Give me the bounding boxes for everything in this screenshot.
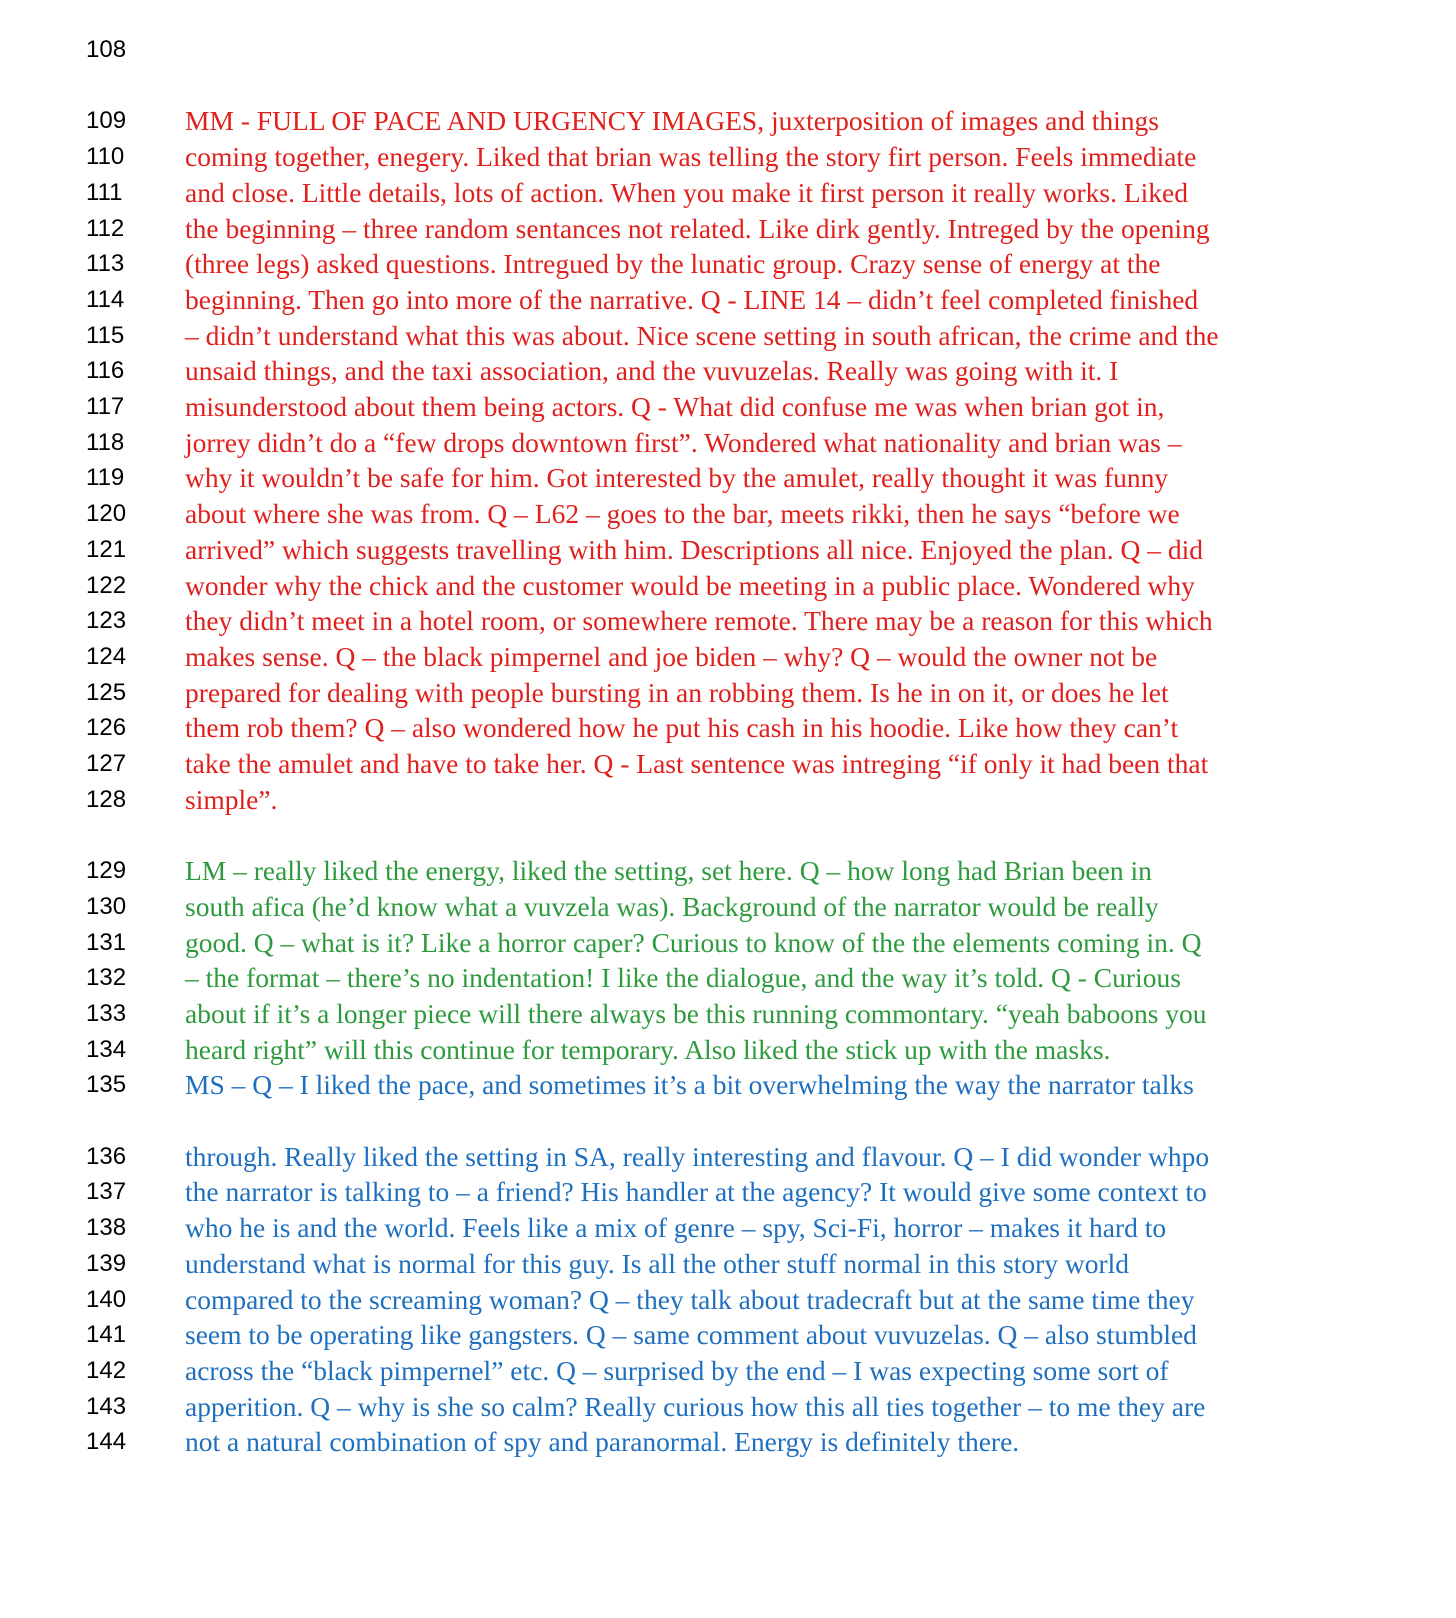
document-line xyxy=(0,532,1456,568)
document-line xyxy=(0,139,1456,175)
line-text-mm: unsaid things, and the taxi association, and the vuvuzelas. Really was going with it. I xyxy=(185,355,1119,387)
line-number: 119 xyxy=(86,464,125,492)
line-text-mm: simple”. xyxy=(185,783,278,815)
line-text-mm: about where she was from. Q – L62 – goes to the bar, meets rikki, then he says “before we xyxy=(185,498,1180,530)
line-number: 128 xyxy=(86,785,127,813)
line-text-mm: – didn’t understand what this was about. Nice scene setting in south african, the crime and the xyxy=(185,319,1219,351)
line-text-ms: seem to be operating like gangsters. Q – same comment about vuvuzelas. Q – also stumbled xyxy=(185,1319,1197,1351)
document-line xyxy=(0,710,1456,746)
line-text-mm: beginning. Then go into more of the narrative. Q - LINE 14 – didn’t feel completed finished xyxy=(185,283,1199,315)
line-text-mm: MM - FULL OF PACE AND URGENCY IMAGES, juxterposition of images and things xyxy=(185,105,1159,137)
line-text-mm: arrived” which suggests travelling with him. Descriptions all nice. Enjoyed the plan. Q – did xyxy=(185,533,1204,565)
line-number: 112 xyxy=(86,214,125,242)
line-text-ms: understand what is normal for this guy. Is all the other stuff normal in this story world xyxy=(185,1247,1130,1279)
document-line xyxy=(0,1210,1456,1246)
document-line xyxy=(0,1032,1456,1068)
line-number: 130 xyxy=(86,892,127,920)
line-number: 114 xyxy=(86,285,125,313)
line-text-lm: south afica (he’d know what a vuvzela was). Background of the narrator would be really xyxy=(185,890,1159,922)
line-number: 110 xyxy=(86,143,125,171)
line-number: 113 xyxy=(86,250,125,278)
document-line xyxy=(0,389,1456,425)
document-line xyxy=(0,675,1456,711)
line-number: 141 xyxy=(86,1321,127,1349)
document-line xyxy=(0,175,1456,211)
line-number: 127 xyxy=(86,750,127,777)
line-text-mm: they didn’t meet in a hotel room, or somewhere remote. There may be a reason for this which xyxy=(185,605,1213,637)
line-number: 108 xyxy=(86,36,127,63)
line-text-mm: the beginning – three random sentances not related. Like dirk gently. Intreged by the opening xyxy=(185,212,1210,244)
document-line xyxy=(0,1246,1456,1282)
line-text-mm: misunderstood about them being actors. Q - What did confuse me was when brian got in, xyxy=(185,391,1165,422)
document-line xyxy=(0,960,1456,996)
line-number: 133 xyxy=(86,999,127,1027)
document-line xyxy=(0,103,1456,139)
line-text-mm: jorrey didn’t do a “few drops downtown first”. Wondered what nationality and brian was – xyxy=(185,426,1182,458)
document-line xyxy=(0,246,1456,282)
line-number: 116 xyxy=(86,357,125,385)
line-text-lm: heard right” will this continue for temporary. Also liked the stick up with the masks. xyxy=(185,1033,1111,1065)
line-number: 138 xyxy=(86,1214,127,1242)
line-number: 124 xyxy=(86,642,127,670)
line-text-mm: coming together, enegery. Liked that brian was telling the story firt person. Feels immediate xyxy=(185,141,1197,173)
line-text-mm: (three legs) asked questions. Intregued by the lunatic group. Crazy sense of energy at the xyxy=(185,248,1161,280)
line-number: 120 xyxy=(86,500,127,528)
document-line xyxy=(0,603,1456,639)
line-number: 115 xyxy=(86,321,125,349)
line-number: 121 xyxy=(86,535,127,563)
line-text-ms: compared to the screaming woman? Q – they talk about tradecraft but at the same time they xyxy=(185,1283,1195,1315)
document-line xyxy=(0,425,1456,461)
line-text-lm: about if it’s a longer piece will there always be this running commontary. “yeah baboons you xyxy=(185,997,1207,1029)
line-text-ms: the narrator is talking to – a friend? His handler at the agency? It would give some context to xyxy=(185,1176,1207,1208)
document-line xyxy=(0,282,1456,318)
line-number: 131 xyxy=(86,928,127,956)
document-line xyxy=(0,460,1456,496)
line-text-ms: who he is and the world. Feels like a mix of genre – spy, Sci-Fi, horror – makes it hard to xyxy=(185,1212,1167,1244)
line-text-mm: and close. Little details, lots of action. When you make it first person it really works. Liked xyxy=(185,176,1188,208)
document-line xyxy=(0,568,1456,604)
document-line xyxy=(0,1174,1456,1210)
line-text-mm: why it wouldn’t be safe for him. Got interested by the amulet, really thought it was funny xyxy=(185,462,1169,494)
document-line xyxy=(0,889,1456,925)
line-number: 118 xyxy=(86,428,125,456)
document-line xyxy=(0,1317,1456,1353)
document-line xyxy=(0,353,1456,389)
line-text-mm: them rob them? Q – also wondered how he put his cash in his hoodie. Like how they can’t xyxy=(185,712,1179,744)
document-line xyxy=(0,639,1456,675)
document-line xyxy=(0,746,1456,782)
line-number: 139 xyxy=(86,1249,127,1277)
document-line xyxy=(0,318,1456,354)
document-line xyxy=(0,1353,1456,1389)
line-number: 126 xyxy=(86,714,127,742)
line-text-ms: MS – Q – I liked the pace, and sometimes it’s a bit overwhelming the way the narrator talks xyxy=(185,1069,1194,1101)
document-line xyxy=(0,925,1456,961)
line-number: 111 xyxy=(86,178,123,206)
line-text-ms: apperition. Q – why is she so calm? Really curious how this all ties together – to me they are xyxy=(185,1390,1206,1422)
line-number: 140 xyxy=(86,1285,127,1313)
line-number: 143 xyxy=(86,1392,127,1420)
document-line xyxy=(0,1067,1456,1103)
line-number: 117 xyxy=(86,393,125,420)
document-line xyxy=(0,782,1456,818)
line-number: 144 xyxy=(86,1428,127,1456)
line-number: 142 xyxy=(86,1356,127,1384)
line-text-mm: prepared for dealing with people bursting in an robbing them. Is he in on it, or does he let xyxy=(185,676,1169,708)
line-text-lm: – the format – there’s no indentation! I like the dialogue, and the way it’s told. Q - Curious xyxy=(185,962,1181,994)
line-number: 132 xyxy=(86,964,127,992)
line-text-ms: not a natural combination of spy and paranormal. Energy is definitely there. xyxy=(185,1426,1020,1458)
line-number: 109 xyxy=(86,107,127,135)
document-line xyxy=(0,1139,1456,1175)
line-text-mm: makes sense. Q – the black pimpernel and joe biden – why? Q – would the owner not be xyxy=(185,640,1158,672)
line-text-lm: good. Q – what is it? Like a horror caper? Curious to know of the the elements coming in. Q xyxy=(185,926,1202,958)
line-text-lm: LM – really liked the energy, liked the setting, set here. Q – how long had Brian been in xyxy=(185,855,1152,887)
document-line xyxy=(0,211,1456,247)
document-line xyxy=(0,1389,1456,1425)
line-number: 134 xyxy=(86,1035,127,1063)
line-text-ms: through. Really liked the setting in SA, really interesting and flavour. Q – I did wonder whpo xyxy=(185,1140,1210,1172)
document-line xyxy=(0,996,1456,1032)
line-number: 135 xyxy=(86,1071,127,1099)
line-number: 136 xyxy=(86,1142,127,1170)
document-line xyxy=(0,1424,1456,1460)
line-text-mm: take the amulet and have to take her. Q - Last sentence was intreging “if only it had been that xyxy=(185,748,1209,779)
line-number: 123 xyxy=(86,607,127,635)
line-number: 122 xyxy=(86,571,127,599)
line-text-mm: wonder why the chick and the customer would be meeting in a public place. Wondered why xyxy=(185,569,1195,601)
document-line xyxy=(0,32,1456,68)
line-number: 129 xyxy=(86,857,127,885)
document-line xyxy=(0,1282,1456,1318)
line-number: 137 xyxy=(86,1178,127,1206)
document-line xyxy=(0,496,1456,532)
line-number: 125 xyxy=(86,678,127,706)
line-text-ms: across the “black pimpernel” etc. Q – surprised by the end – I was expecting some sort of xyxy=(185,1354,1169,1386)
document-line xyxy=(0,853,1456,889)
